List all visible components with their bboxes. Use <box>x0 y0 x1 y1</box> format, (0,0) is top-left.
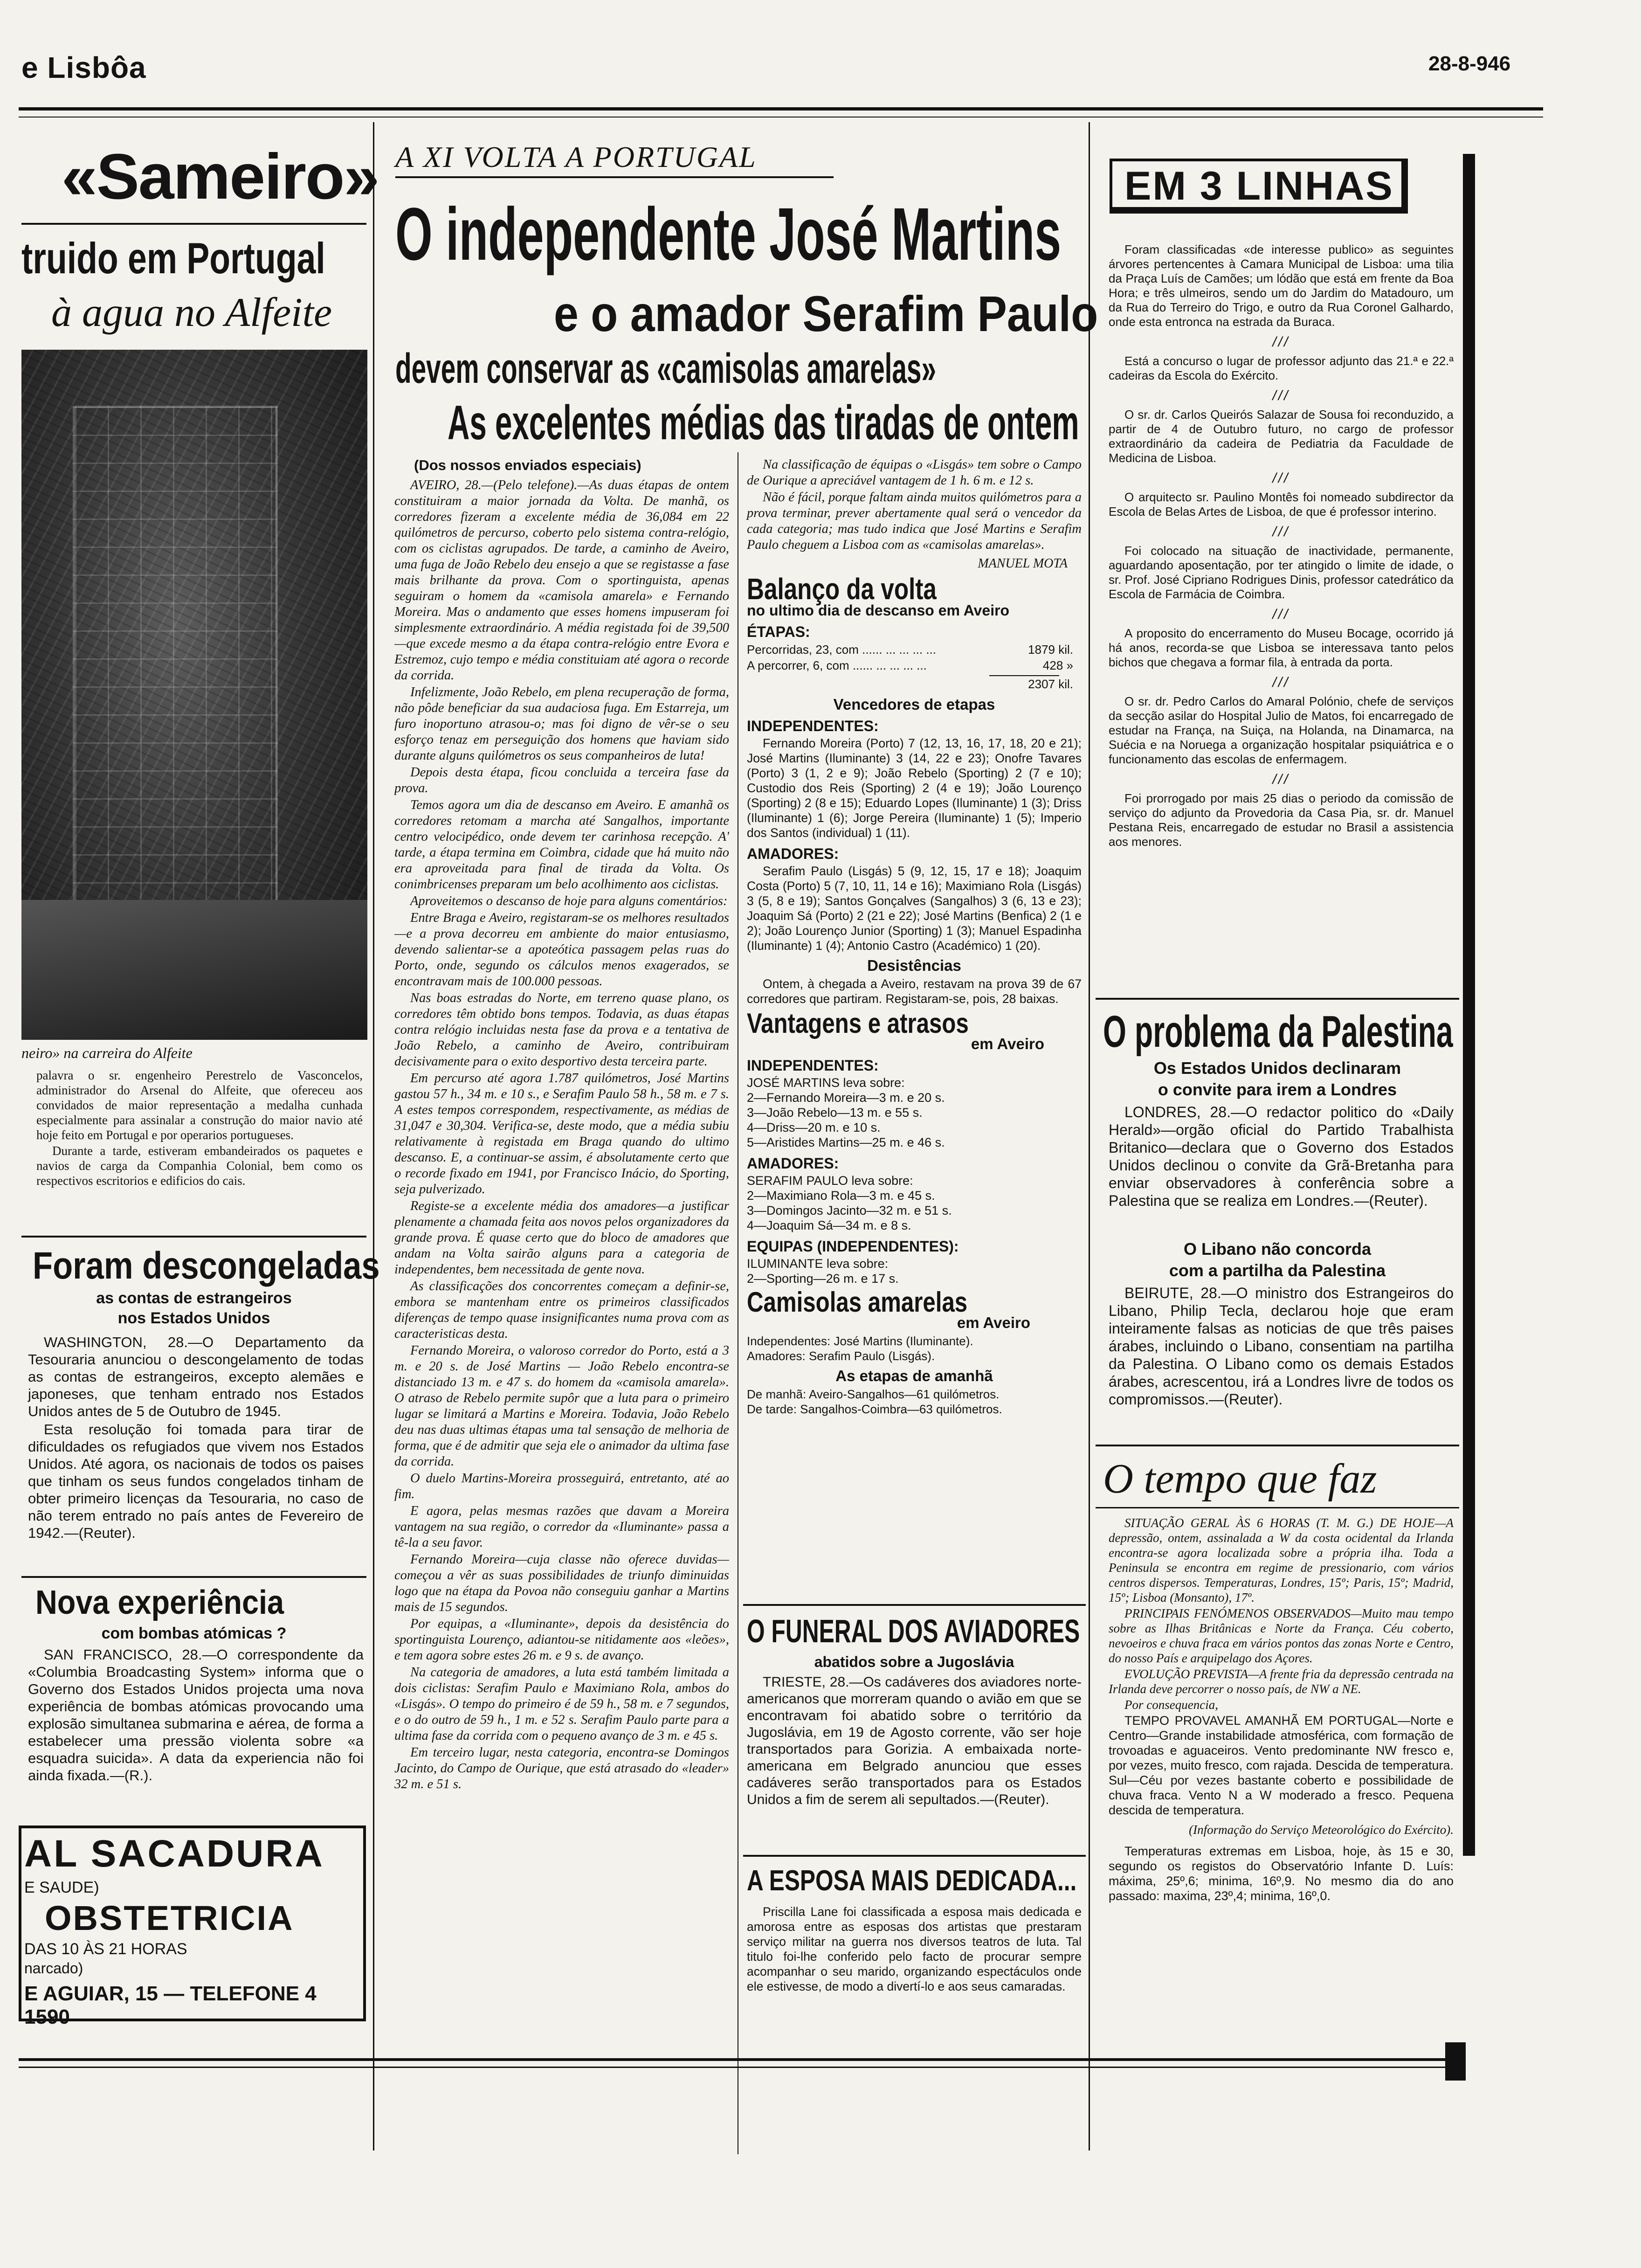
esposa-body <box>747 1904 1082 1995</box>
section-rule <box>743 1604 1086 1606</box>
paragraph: Fernando Moreira—cuja classe não oferece duvidas—começou a vêr as suas possibilidades de triunfo diminuidas logo que na étapa da Povoa não conseguiu ganhar a Martins mais de 15 segundos. <box>394 1552 729 1614</box>
vant-line: 4—Joaquim Sá—34 m. e 8 s. <box>747 1218 911 1232</box>
amad-label: AMADORES: <box>747 845 839 862</box>
sameiro-subtitle-2: à agua no Alfeite <box>51 290 332 335</box>
tempo-title: O tempo que faz <box>1103 1456 1377 1502</box>
etapas-row <box>747 657 1082 673</box>
section-rule <box>21 1576 366 1578</box>
ship-photo <box>21 350 367 1040</box>
title-rule <box>1096 1507 1459 1508</box>
paragraph: Registe-se a excelente média dos amadores—a justificar plenamente a chamada feita aos novos pelos organizadores da grande prova. É quase certo que do bloco de amadores que andam na Volta sairão alguns para a categoria de independentes, bem necessitada de gente nova. <box>394 1199 729 1277</box>
sameiro-subtitle-1: truido em Portugal <box>21 234 325 283</box>
funeral-title: O FUNERAL DOS AVIADORES <box>747 1613 1080 1649</box>
paragraph: Fernando Moreira, o valoroso corredor do Porto, está a 3 m. e 20 s. de José Martins — João Rebelo encontra-se distanciado 13 m. e 47 s. do homem da «camisola amarela». O atraso de Rebelo permite supôr que a luta para o primeiro lugar se limitará a Martins e Moreira. Todavia, João Rebelo deu nas duas ultimas étapas uma tal sensação de melhoria de forma, que é de admitir que seja ele o animador da ultima fase da corrida. <box>394 1343 729 1469</box>
brief-item: O sr. dr. Pedro Carlos do Amaral Polónio, chefe de serviços da secção asilar do Hospital Julio de Matos, foi encarregado de estudar na França, na Suiça, na Holanda, na Dinamarca, na Suécia e na Noruega a organização hospitalar psiquiátrica e o funcionamento das escolas de enfermagem. <box>1109 694 1454 766</box>
etapas-table <box>747 642 1082 692</box>
brief-item: O arquitecto sr. Paulino Montês foi nomeado subdirector da Escola de Belas Artes de Lisboa, de que é professor interino. <box>1109 490 1454 519</box>
paragraph: Infelizmente, João Rebelo, em plena recuperação de forma, não pôde beneficiar da sua audaciosa fuga. Em Estarreja, um furo inoportuno atrasou-o; mas foi digno de vêr-se o seu esforço tenaz em perseguição dos homens que haviam sido durante alguns quilómetros os seus companheiros de luta! <box>394 685 729 763</box>
vant-line: 4—Driss—20 m. e 10 s. <box>747 1120 881 1134</box>
photo-scaffold <box>73 406 278 942</box>
vant-line: 2—Fernando Moreira—3 m. e 20 s. <box>747 1091 945 1105</box>
masthead-date: 28-8-946 <box>1428 52 1511 75</box>
paragraph: Entre Braga e Aveiro, registaram-se os melhores resultados—e a prova decorreu em ambiente do maior entusiasmo, devendo salientar-se a apoteótica passagem pelas ruas do Porto, onde, segundo os cálculos menos exagerados, se encontravam mais de 100.000 pessoas. <box>394 911 729 989</box>
brief-separator: /// <box>1272 388 1290 403</box>
masthead-paper-name: e Lisbôa <box>21 51 146 84</box>
paragraph: Por equipas, a «Iluminante», depois da desistência do sportinguista Lourenço, adiantou-se nitidamente aos «leões», e tem agora sobre estes 26 m. e 9 s. de avanço. <box>394 1617 729 1663</box>
paragraph: PRINCIPAIS FENÓMENOS OBSERVADOS—Muito mau tempo sobre as Ilhas Britânicas e Norte da França. Céu coberto, nevoeiros e chuva fraca em vários pontos das zonas Norte e Centro, do nosso País e arquipelago dos Açores. <box>1109 1606 1454 1665</box>
brief-item: O sr. dr. Carlos Queirós Salazar de Sousa foi reconduzido, a partir de 4 de Outubro futuro, no cargo de professor extraordinário da cadeira de Pediatria da Faculdade de Medicina de Lisboa. <box>1109 408 1454 465</box>
libano-subtitle-2: com a partilha da Palestina <box>1169 1261 1386 1280</box>
paragraph: TRIESTE, 28.—Os cadáveres dos aviadores norte-americanos que morreram quando o avião em que se encontravam foi abatido sobre o território da Jugoslávia, em 19 de Agosto corrente, vão ser hoje transportados para Gorizia. A embaixada norte-americana em Belgrado anunciou que esses cadáveres serão transportados para os Estados Unidos a fim de serem ali sepultados.—(Reuter). <box>747 1674 1082 1807</box>
palestina-subtitle-1: Os Estados Unidos declinaram <box>1153 1058 1401 1078</box>
section-rule <box>743 1855 1086 1857</box>
amanha-line: De tarde: Sangalhos-Coimbra—63 quilómetros. <box>747 1402 1002 1416</box>
masthead-rule <box>19 107 1543 111</box>
etapas-row <box>747 642 1082 657</box>
palestina-subtitle-2: o convite para irem a Londres <box>1158 1080 1397 1099</box>
photo-hull <box>21 900 367 1040</box>
brief-item: Foram classificadas «de interesse publico» as seguintes árvores pertencentes à Camara Municipal de Lisboa: uma tilia da Praça Luís de Camões; um lódão que está em frente da Boa Hora; e três ulmeiros, sendo um do Jardim do Matadouro, um da Rua do Terreiro do Trigo, e outro da Rua Coronel Galhardo, onde esta entronca na estrada da Buraca. <box>1109 242 1454 329</box>
cycling-byline: (Dos nossos enviados especiais) <box>414 457 641 473</box>
column-rule <box>373 122 374 2150</box>
sameiro-title: «Sameiro» <box>62 141 379 213</box>
advertisement-box <box>19 1825 366 2028</box>
paragraph: TEMPO PROVAVEL AMANHÃ EM PORTUGAL—Norte e Centro—Grande instabilidade atmosférica, com formação de trovoadas e aguaceiros. Vento predominante NW fresco e, por vezes, muito fresco, com rajada. Descida de temperatura. Sul—Céu por vezes bastante coberto e possibilidade de chuva fraca. Vento N a W moderado a fresco. Pequena descida de temperatura. <box>1109 1714 1454 1817</box>
brief-separator: /// <box>1272 524 1290 539</box>
paragraph: SITUAÇÃO GERAL ÀS 6 HORAS (T. M. G.) DE HOJE—A depressão, ontem, assinalada a W da costa ocidental da Irlanda encontra-se agora localizada sobre a própria ilha. Toda a Peninsula se encontra em regime de pressionario, com vários centros dispersos. Temperaturas, Londres, 15º; Paris, 15º; Madrid, 15º; Lisboa (Monsanto), 17º. <box>1109 1516 1454 1604</box>
paragraph: O duelo Martins-Moreira prosseguirá, entretanto, até ao fim. <box>394 1471 729 1501</box>
nova-body <box>28 1646 364 1785</box>
paragraph: Depois desta étapa, ficou concluida a terceira fase da prova. <box>394 765 729 795</box>
vant-amad-label: AMADORES: <box>747 1155 839 1172</box>
indep-label: INDEPENDENTES: <box>747 718 879 734</box>
paragraph: As classificações dos concorrentes começam a definir-se, embora se mantenham entre os primeiros classificados diferenças de tempo quase insignificantes numa prova com as caracteristicas desta. <box>394 1279 729 1341</box>
vant-indep-label: INDEPENDENTES: <box>747 1057 879 1074</box>
cycling-headline-4: As excelentes médias das tiradas de ontem <box>448 396 1079 450</box>
section-rule <box>1096 1445 1459 1446</box>
cycling-body <box>394 477 729 2156</box>
vant-line: 2—Sporting—26 m. e 17 s. <box>747 1272 899 1286</box>
sameiro-body <box>36 1068 363 1189</box>
vencedores-title: Vencedores de etapas <box>833 696 995 713</box>
camisolas-line: Independentes: José Martins (Iluminante). <box>747 1334 973 1348</box>
title-rule <box>21 223 366 225</box>
esposa-title: A ESPOSA MAIS DEDICADA... <box>747 1865 1077 1897</box>
vantagens-subtitle: em Aveiro <box>971 1035 1044 1052</box>
paragraph: palavra o sr. engenheiro Perestrelo de Vasconcelos, administrador do Arsenal do Alfeite, que ofereceu aos convidados de maior representação a medalha cunhada especialmente para assinalar a construção do maior navio até hoje feito em Portugal e por operarios portugueses. <box>36 1068 363 1142</box>
vant-line: SERAFIM PAULO leva sobre: <box>747 1174 913 1188</box>
ad-line: DAS 10 ÀS 21 HORAS <box>24 1940 187 1958</box>
vant-equipas-label: EQUIPAS (INDEPENDENTES): <box>747 1238 959 1255</box>
camisolas-subtitle: em Aveiro <box>957 1314 1030 1331</box>
paragraph: Durante a tarde, estiveram embandeirados os paquetes e navios de carga da Companhia Colonial, bem como os respectivos escritorios e edificios do cais. <box>36 1144 363 1188</box>
foram-title: Foram descongeladas <box>33 1245 380 1287</box>
brief-separator: /// <box>1272 607 1290 622</box>
em3linhas-items <box>1109 242 1454 850</box>
paragraph: Em terceiro lugar, nesta categoria, encontra-se Domingos Jacinto, do Campo de Ourique, que está atrasado do «leader» 32 m. e 51 s. <box>394 1745 729 1791</box>
masthead-rule-thin <box>19 117 1543 118</box>
brief-item: Foi colocado na situação de inactividade, permanente, aguardando aposentação, por ter atingido o limite de idade, o sr. Prof. José Cipriano Rodrigues Dinis, professor catedrático da Escola de Farmácia de Coimbra. <box>1109 544 1454 601</box>
vant-amad-lines <box>747 1173 1082 1233</box>
brief-item: Foi prorrogado por mais 25 dias o periodo da comissão de serviço do adjunto da Provedoria da Casa Pia, sr. dr. Manuel Pestana Reis, encarregado de estudar no Brasil a assistencia aos menores. <box>1109 791 1454 849</box>
paragraph: SAN FRANCISCO, 28.—O correspondente da «Columbia Broadcasting System» informa que o Governo dos Estados Unidos projecta uma nova experiência de bombas atómicas provocando uma explosão simultanea submarina e aérea, de forma a estabelecer uma pressão violenta sobre «a esquadra suicida». A data da experiencia não foi ainda fixada.—(R.). <box>28 1646 364 1784</box>
column-rule <box>1089 122 1090 2150</box>
ad-line: narcado) <box>24 1960 83 1977</box>
foram-subtitle-1: as contas de estrangeiros <box>96 1289 292 1307</box>
balanco-title: Balanço da volta <box>747 572 937 606</box>
paragraph: E agora, pelas mesmas razões que davam a Moreira vantagem na sua região, o corredor da «Iluminante» passa a tê-la a seu favor. <box>394 1504 729 1550</box>
vant-line: ILUMINANTE leva sobre: <box>747 1257 889 1271</box>
bottom-marker <box>1445 2042 1466 2081</box>
cycling-headline-2: e o amador Serafim Paulo <box>554 285 1098 342</box>
ad-line: AL SACADURA <box>24 1832 324 1875</box>
etapas-label: ÉTAPAS: <box>747 623 810 640</box>
section-rule <box>1096 998 1459 1000</box>
cycling-headline-1: O independente José Martins <box>395 192 1062 276</box>
cycling-kicker: A XI VOLTA A PORTUGAL <box>395 140 757 173</box>
paragraph: Na categoria de amadores, a luta está também limitada a dois ciclistas: Serafim Paulo e Maximiano Rola, ambos do «Lisgás». O tempo do primeiro é de 59 h., 58 m. e 7 segundos, e o do outro de 59 h., 1 m. e 52 s. Serafim Paulo parte para a ultima fase da corrida com o pequeno avanço de 3 m. e 45 s. <box>394 1665 729 1743</box>
em3linhas-box <box>1110 159 1408 214</box>
vant-line: 5—Aristides Martins—25 m. e 46 s. <box>747 1135 945 1149</box>
vant-line: JOSÉ MARTINS leva sobre: <box>747 1076 905 1090</box>
funeral-body <box>747 1674 1082 1809</box>
paragraph: Temos agora um dia de descanso em Aveiro. E amanhã os corredores retomam a marcha até Sangalhos, importante centro velocipédico, onde devem ter carinhosa recepção. A' tarde, a étapa termina em Coimbra, cidade que há muito não era aproveitada para final de tirada da Volta. Os conimbricenses preparam um belo acolhimento aos ciclistas. <box>394 798 729 892</box>
vant-line: 2—Maximiano Rola—3 m. e 45 s. <box>747 1189 935 1203</box>
paragraph: Por consequencia, <box>1124 1698 1218 1712</box>
paragraph: Em percurso até agora 1.787 quilómetros, José Martins gastou 57 h., 34 m. e 10 s., e Serafim Paulo 58 h., 58 m. e 7 s. A estes tempos correspondem, respectivamente, as médias de 31,047 e 30,304. Verifica-se, deste modo, que a média subiu relativamente à registada em Braga quando do ultimo descanso. E, a continuar-se assim, é absolutamente certo que o recorde fixado em 1941, por Francisco Inácio, do Sporting, seja pulverizado. <box>394 1071 729 1196</box>
vant-equipas-lines <box>747 1256 1082 1286</box>
em3linhas-title: EM 3 LINHAS <box>1124 164 1394 208</box>
paragraph: LONDRES, 28.—O redactor politico do «Daily Herald»—orgão oficial do Partido Trabalhista Britanico—declara que o Governo dos Estados Unidos declinou o convite da Grã-Bretanha para enviar observadores à conferência sobre a Palestina que se realiza em Londres.—(Reuter). <box>1109 1104 1454 1209</box>
etapas-row-label: A percorrer, 6, com ...... ... ... ... ... <box>747 658 927 672</box>
nova-subtitle: com bombas atómicas ? <box>101 1625 287 1642</box>
paragraph: Esta resolução foi tomada para tirar de dificuldades os refugiados que vivem nos Estados Unidos. Até agora, os nacionais de todos os paises que tinham os seus fundos congelados tinham de obter primeiro licenças da Tesouraria, no caso de não terem entrado no país antes de Fevereiro de 1942.—(Reuter). <box>28 1421 364 1541</box>
palestina-body <box>1109 1103 1454 1210</box>
paragraph: Nas boas estradas do Norte, em terreno quase plano, os corredores têm obtido bons tempos. Todavia, as duas étapas contra relógio incluidas nesta fase da prova e a tentativa de João Rebelo, a caminho de Aveiro, contribuiram decisivamente para o exito desportivo desta terceira parte. <box>394 991 729 1069</box>
paragraph: Fernando Moreira (Porto) 7 (12, 13, 16, 17, 18, 20 e 21); José Martins (Iluminante) 3 (14, 22 e 23); Onofre Tavares (Porto) 3 (1, 2 e 9); João Rebelo (Sporting) 2 (7 e 10); Custodio dos Reis (Sporting) 2 (4 e 19); João Lourenço (Sporting) 2 (8 e 15); Eduardo Lopes (Iluminante) 1 (3); Driss (Iluminante) 1 (6); Jorge Pereira (Iluminante) 1 (5); Imperio dos Santos (individual) 1 (11). <box>747 736 1082 840</box>
paragraph: BEIRUTE, 28.—O ministro dos Estrangeiros do Libano, Philip Tecla, declarou hoje que eram inteiramente falsas as noticias de que três paises árabes, incluindo o Libano, consentiam na partilha da Palestina. O Libano como os demais Estados árabes, acrescentou, irá a Londres livre de todos os compromissos.—(Reuter). <box>1109 1285 1454 1408</box>
desist-title: Desistências <box>867 957 961 974</box>
amanha-line: De manhã: Aveiro-Sangalhos—61 quilómetros. <box>747 1387 1000 1401</box>
bottom-rule <box>19 2058 1464 2061</box>
paragraph: Na classificação de équipas o «Lisgás» tem sobre o Campo de Ourique a apreciável vantagem de 1 h. 6 m. e 12 s. <box>747 457 1082 488</box>
camisolas-line: Amadores: Serafim Paulo (Lisgás). <box>747 1349 935 1363</box>
ad-line: E SAUDE) <box>24 1879 99 1896</box>
brief-separator: /// <box>1272 772 1290 787</box>
libano-body <box>1109 1284 1454 1409</box>
amanha-lines <box>747 1387 1082 1417</box>
brief-item: Está a concurso o lugar de professor adjunto das 21.ª e 22.ª cadeiras da Escola do Exército. <box>1109 354 1454 382</box>
etapas-row-value: 428 » <box>1042 658 1073 672</box>
tempo-credit: (Informação do Serviço Meteorológico do Exército). <box>1189 1823 1454 1837</box>
vantagens-title: Vantagens e atrasos <box>747 1008 969 1039</box>
cycling-headline-3: devem conservar as «camisolas amarelas» <box>395 346 936 392</box>
paragraph: Ontem, à chegada a Aveiro, restavam na prova 39 de 67 corredores que partiram. Registaram-se, pois, 28 baixas. <box>747 977 1082 1006</box>
amanha-title: As etapas de amanhã <box>835 1367 993 1384</box>
paragraph: Não é fácil, porque faltam ainda muitos quilómetros para a prova terminar, prever abertamente qual será o vencedor da cada categoria; mas tudo indica que José Martins e Serafim Paulo cheguem a Lisboa com as «camisolas amarelas». <box>747 490 1082 552</box>
palestina-title: O problema da Palestina <box>1103 1007 1453 1057</box>
balanco-subtitle: no ultimo dia de descanso em Aveiro <box>747 602 1010 619</box>
paragraph: Priscilla Lane foi classificada a esposa mais dedicada e amorosa entre as esposas dos artistas que prestaram serviço militar na guerra nos diversos teatros de luta. Tal titulo foi-lhe conferido pelo facto de procurar sempre acompanhar o seu marido, organizando espectáculos onde ele estivesse, de modo a divertí-lo e aos seus camaradas. <box>747 1905 1082 1993</box>
tempo-body <box>1109 1515 1454 1904</box>
foram-subtitle-2: nos Estados Unidos <box>117 1309 270 1327</box>
nova-title: Nova experiência <box>35 1584 284 1621</box>
camisolas-lines <box>747 1334 1082 1363</box>
brief-separator: /// <box>1272 675 1290 690</box>
libano-subtitle-1: O Libano não concorda <box>1183 1239 1372 1258</box>
funeral-subtitle: abatidos sobre a Jugoslávia <box>814 1653 1014 1670</box>
camisolas-title: Camisolas amarelas <box>747 1286 968 1318</box>
paragraph: Aproveitemos o descanso de hoje para alguns comentários: <box>410 894 728 908</box>
etapas-row-label: Percorridas, 23, com ...... ... ... ... ... <box>747 643 937 657</box>
etapas-row-value: 1879 kil. <box>1028 643 1073 657</box>
ad-line: E AGUIAR, 15 — TELEFONE 4 1590 <box>24 1982 317 2028</box>
photo-caption: neiro» na carreira do Alfeite <box>21 1044 193 1061</box>
paragraph: WASHINGTON, 28.—O Departamento da Tesouraria anunciou o descongelamento de todas as contas de estrangeiros, excepto alemães e japoneses, que tenham entrado nos Estados Unidos antes de 5 de Outubro de 1945. <box>28 1334 364 1419</box>
kicker-underline <box>395 176 834 178</box>
etapas-total: 2307 kil. <box>1028 677 1073 691</box>
brief-separator: /// <box>1272 334 1290 350</box>
paragraph: Temperaturas extremas em Lisboa, hoje, às 15 e 30, segundo os registos do Observatório Infante D. Luís: máxima, 25º,6; minima, 16º,9. No mesmo dia do ano passado: maxima, 23º,4; minima, 16º,0. <box>1109 1844 1454 1903</box>
section-rule <box>21 1236 366 1238</box>
ad-line: OBSTETRICIA <box>45 1899 294 1937</box>
page-edge-bar <box>1463 154 1475 1856</box>
cycling-sidebar <box>747 457 1082 1417</box>
paragraph: EVOLUÇÃO PREVISTA—A frente fria da depressão centrada na Irlanda deve percorrer o nosso país, de NW a NE. <box>1109 1667 1454 1696</box>
signature: MANUEL MOTA <box>978 556 1068 571</box>
paragraph: AVEIRO, 28.—(Pelo telefone).—As duas étapas de ontem constituiram a maior jornada da Volta. De manhã, os corredores fizeram a excelente média de 36,084 em 22 quilómetros de percurso, coberto pelo sistema contra-relógio, com os ciclistas agrupados. De tarde, a caminho de Aveiro, uma fuga de João Rebelo deu ensejo a que se registasse a fase mais brilhante da prova. Com o sportinguista, apenas seguiram o homem da «camisola amarela» e Fernando Moreira. Mas o andamento que esses homens impuseram foi simplesmente extraordinário. A média registada foi de 39,500—que excede mesmo a da étapa contra-relógio entre Evora e Estremoz, cujo tempo e média constituiam até agora o recorde da corrida. <box>394 478 729 683</box>
foram-body <box>28 1334 364 1542</box>
bottom-rule-thin <box>19 2067 1464 2068</box>
brief-separator: /// <box>1272 470 1290 486</box>
vant-indep-lines <box>747 1075 1082 1150</box>
paragraph: Serafim Paulo (Lisgás) 5 (9, 12, 15, 17 e 18); Joaquim Costa (Porto) 5 (7, 10, 11, 14 e 16); Maximiano Rola (Lisgás) 3 (5, 8 e 19); Santos Gonçalves (Sangalhos) 3 (6, 13 e 23); Joaquim Sá (Porto) 2 (21 e 22); José Martins (Benfica) 2 (1 e 2); João Lourenço Junior (Sporting) 1 (3); Manuel Espadinha (Iluminante) 1 (4); Antonio Castro (Académico) 1 (20). <box>747 864 1082 953</box>
brief-item: A proposito do encerramento do Museu Bocage, ocorrido já há anos, recorda-se que Lisboa se interessava tanto pelos bichos que chegava a formar fila, à entrada da porta. <box>1109 626 1454 669</box>
vant-line: 3—Domingos Jacinto—32 m. e 51 s. <box>747 1203 952 1217</box>
vant-line: 3—João Rebelo—13 m. e 55 s. <box>747 1106 923 1120</box>
